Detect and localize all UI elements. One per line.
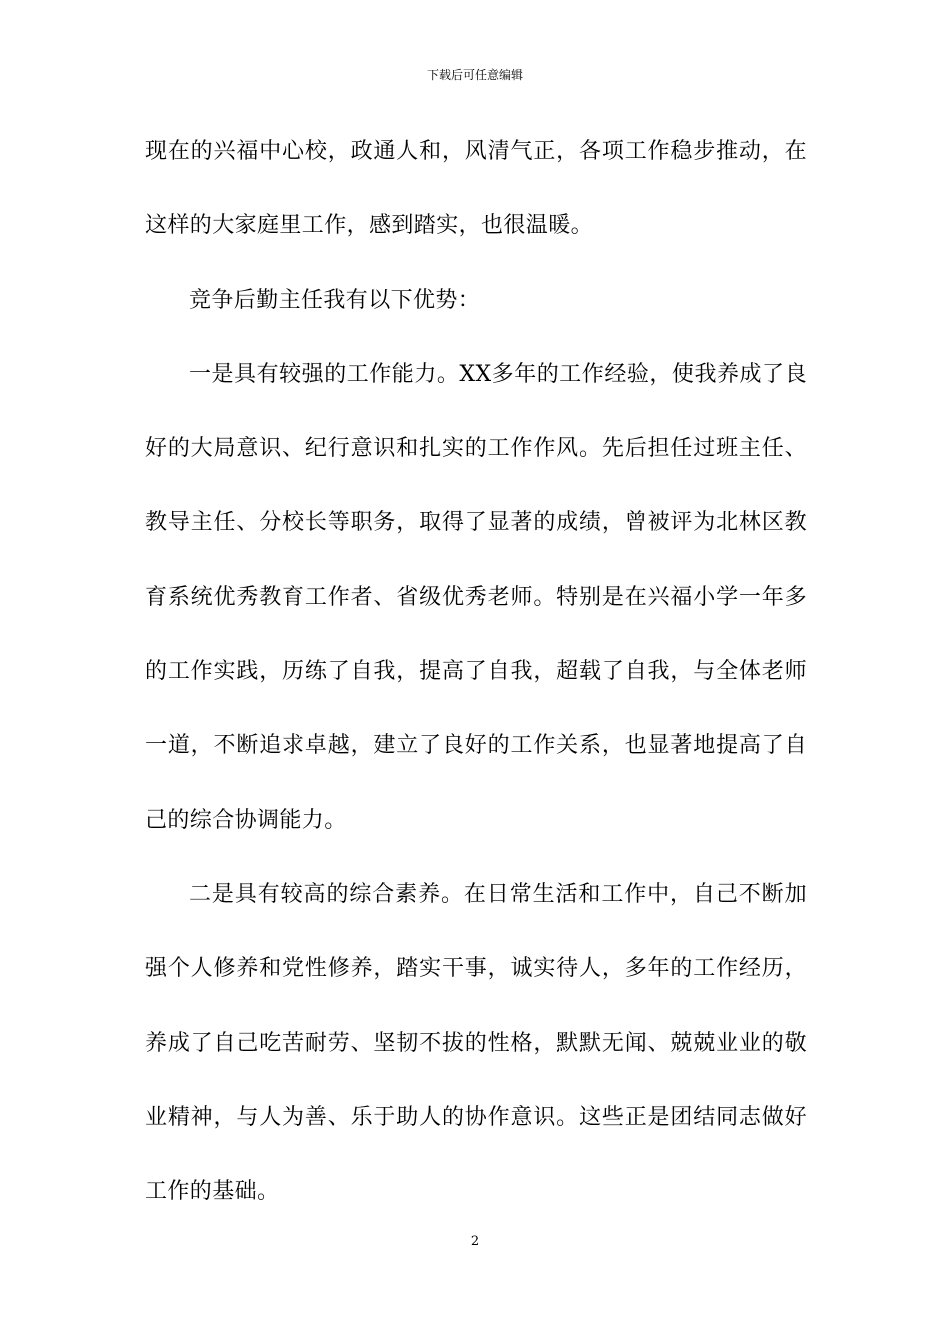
text-line: 好的大局意识、纪行意识和扎实的工作作风。先后担任过班主任、 [145,436,807,462]
page-number: 2 [470,1234,480,1249]
text-line: 的工作实践，历练了自我，提高了自我，超载了自我，与全体老师 [145,659,807,685]
text-line: 业精神，与人为善、乐于助人的协作意识。这些正是团结同志做好 [145,1104,807,1130]
text-line: 一道，不断追求卓越，建立了良好的工作关系，也显著地提高了自 [145,733,807,759]
text-line: 这样的大家庭里工作，感到踏实，也很温暖。 [145,213,594,239]
text-line: 育系统优秀教育工作者、省级优秀老师。特别是在兴福小学一年多 [145,584,807,610]
text-line: 养成了自己吃苦耐劳、坚韧不拔的性格，默默无闻、兢兢业业的敬 [145,1030,807,1056]
body-text [145,130,807,1244]
text-line: 强个人修养和党性修养，踏实干事，诚实待人，多年的工作经历， [145,956,807,982]
text-line: 教导主任、分校长等职务，取得了显著的成绩，曾被评为北林区教 [145,510,807,536]
text-line: 现在的兴福中心校，政通人和，风清气正，各项工作稳步推动，在 [145,139,807,164]
text-line: 工作的基础。 [145,1179,280,1205]
text-line: 己的综合协调能力。 [145,807,347,833]
text-line: 竞争后勤主任我有以下优势： [189,287,481,313]
text-line: 二是具有较高的综合素养。在日常生活和工作中，自己不断加 [189,881,807,907]
text-line: 一是具有较强的工作能力。XX多年的工作经验，使我养成了良 [189,361,807,387]
page-header: 下载后可任意编辑 [426,68,523,82]
